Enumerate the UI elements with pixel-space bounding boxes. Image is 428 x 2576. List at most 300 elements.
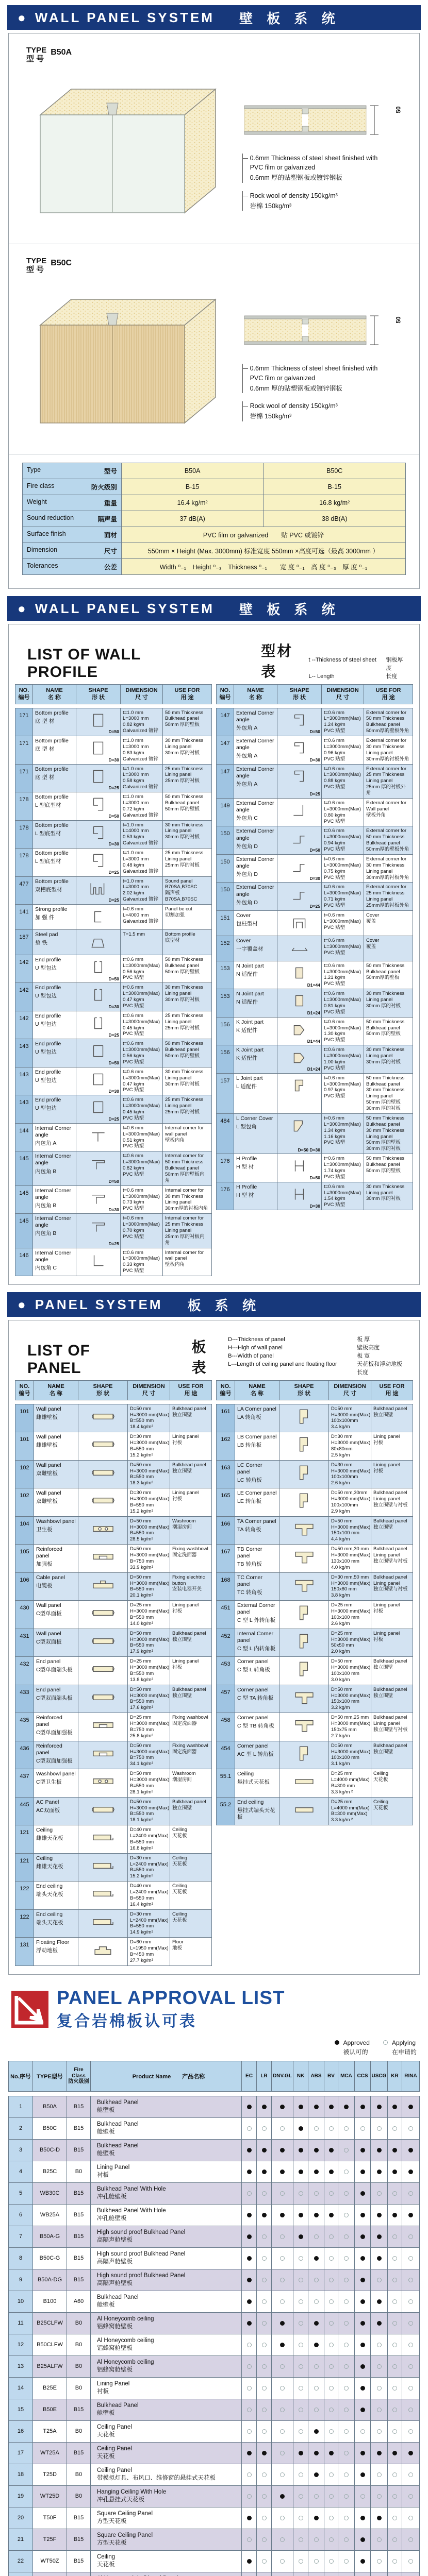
approval-row-fireclass: B15	[67, 2183, 91, 2205]
approval-mark-uscg	[371, 2313, 388, 2334]
shape-size-label: D=30	[309, 875, 320, 881]
approval-row-fireclass: B15	[67, 2248, 91, 2269]
approved-dot-icon	[329, 2105, 334, 2109]
row-use: Bulkhead panel 独立围壁	[373, 1658, 407, 1671]
row-dimension: D=50 mm,30 mm H=3000 mm(Max) 130x100 mm 4.0 kg/m	[329, 1545, 371, 1572]
approved-dot-icon	[360, 2213, 365, 2217]
approval-row-product: Ceiling Panel 天花板	[91, 2443, 242, 2464]
applying-dot-icon	[299, 2559, 303, 2564]
row-dimension: D=25 mm H=3000 mm(Max) B=550 mm 13.8 kg/m²	[128, 1657, 170, 1685]
column-header: SHAPE 形 状	[76, 685, 121, 704]
approval-header-class-mca: MCA	[338, 2061, 355, 2091]
approval-row-fireclass: B0	[67, 2334, 91, 2356]
profile-shape-icon	[87, 1435, 119, 1453]
profile-shape-icon	[288, 1716, 320, 1734]
spec-label	[23, 559, 122, 575]
row-name: Corner panel C 型 TA 转角板	[235, 1685, 279, 1713]
shape-diagram	[76, 1011, 121, 1039]
approval-mark-lr	[257, 2269, 272, 2291]
approval-mark-lr	[257, 2096, 272, 2118]
table-row	[15, 1039, 211, 1067]
table-row	[217, 799, 413, 827]
profile-shape-icon	[288, 1463, 320, 1482]
profile-shape-icon	[83, 1251, 114, 1269]
approval-mark-dnvgl	[272, 2529, 293, 2551]
applying-dot-icon	[392, 2364, 397, 2369]
approval-mark-bv	[324, 2183, 338, 2205]
shape-diagram	[78, 1657, 128, 1685]
applying-dot-icon	[329, 2364, 334, 2369]
approval-mark-uscg	[371, 2183, 388, 2205]
approval-mark-ccs	[355, 2572, 371, 2576]
row-use: Bulkhead panel 独立围壁	[373, 1405, 407, 1418]
row-number: 457	[217, 1685, 235, 1713]
profile-shape-icon	[83, 1216, 114, 1235]
approval-mark-ec	[242, 2572, 257, 2576]
approval-row-number: 4	[9, 2161, 33, 2183]
applying-dot-icon	[262, 2234, 267, 2239]
row-number: 458	[217, 1713, 235, 1741]
shape-diagram	[277, 1114, 322, 1154]
shape-size-label: D=30	[309, 757, 320, 762]
shape-diagram	[78, 1854, 128, 1882]
approval-mark-nk	[293, 2378, 308, 2399]
row-use: Sound panel B70SA,B70SC 隔声板 B70SA,B70SC	[165, 878, 197, 903]
approval-mark-bv	[324, 2291, 338, 2313]
spec-row	[23, 511, 406, 527]
applying-dot-icon	[344, 2364, 349, 2369]
profile-shape-icon	[83, 879, 114, 898]
approval-mark-abs	[308, 2248, 324, 2269]
approval-mark-nk	[293, 2161, 308, 2183]
approved-dot-icon	[262, 2213, 267, 2217]
approval-mark-abs	[308, 2529, 324, 2551]
row-number: 145	[15, 1214, 33, 1247]
table-row	[15, 1517, 211, 1545]
row-use: 50 mm Thickness Bulkhead panel 30 mm Thickness Lining panel 50mm 厚的壁板 30mm 厚的衬板	[366, 1075, 405, 1112]
row-use: External corner for Wall panel 壁板外角	[366, 800, 407, 818]
approval-row-type: T25A	[33, 2421, 67, 2443]
approval-mark-ec	[242, 2507, 257, 2529]
approval-mark-kr	[388, 2291, 402, 2313]
applying-dot-icon	[329, 2234, 334, 2239]
spec-row	[23, 495, 406, 511]
applying-dot-icon	[392, 2256, 397, 2261]
table-row	[217, 961, 413, 990]
applying-dot-icon	[408, 2191, 413, 2196]
approval-mark-bv	[324, 2140, 338, 2161]
approval-mark-abs	[308, 2183, 324, 2205]
approval-row-number: 5	[9, 2183, 33, 2205]
table-row	[217, 1601, 413, 1629]
row-name: LA Corner panel LA 转角板	[235, 1404, 279, 1432]
row-dimension: D=50 mm H=3000 mm(Max) 150x100 mm 3.2 kg/m	[329, 1685, 371, 1713]
row-name: External Corner angle 外包角 A	[234, 708, 277, 736]
approval-row-product: Square Ceiling Panel 方型天花板	[91, 2529, 242, 2551]
approval-header-class-dnvgl: DNV.GL	[272, 2061, 293, 2091]
shape-diagram	[76, 765, 121, 792]
approval-row-type: B50C-D	[33, 2140, 67, 2161]
row-number: 178	[15, 821, 33, 849]
approval-mark-uscg	[371, 2378, 388, 2399]
row-number: 121	[15, 1854, 34, 1882]
row-name: N Joint part N 适配件	[234, 961, 277, 989]
shape-diagram	[279, 1545, 329, 1572]
profile-shape-icon	[83, 795, 114, 814]
shape-size-label: D1=24	[307, 1066, 320, 1072]
approved-dot-icon	[360, 2170, 365, 2174]
spec-label-en: Fire class	[27, 482, 55, 489]
shape-diagram	[78, 1629, 128, 1657]
row-use: Fixing washbowl 固定洗面器	[172, 1546, 208, 1558]
shape-diagram	[78, 1741, 128, 1769]
row-name: Internal Corner angle 内包角 B	[33, 1186, 76, 1214]
approved-dot-icon	[360, 2559, 365, 2564]
applying-dot-icon	[344, 2213, 349, 2217]
approved-dot-icon	[377, 2148, 382, 2153]
row-dimension: t=1.0 mm L=3000 mm 0.58 kg/m Galvanized 镀锌	[121, 765, 163, 792]
shape-diagram	[277, 1018, 322, 1045]
approval-mark-ec	[242, 2313, 257, 2334]
approval-row-number: 8	[9, 2248, 33, 2269]
type-b50c-block	[9, 244, 419, 454]
shape-diagram	[78, 1769, 128, 1797]
row-dimension: D=50 mm H=3000 mm(Max) B=550 mm 28.1 kg/m²	[128, 1769, 170, 1797]
approval-mark-rina	[402, 2399, 419, 2421]
profile-shape-icon	[288, 1632, 320, 1650]
profile-shape-icon	[284, 1020, 316, 1039]
approval-row-fireclass: B15	[67, 2529, 91, 2551]
profile-shape-icon	[87, 1716, 119, 1734]
table-row	[217, 1114, 413, 1154]
profile-shape-icon	[87, 1603, 119, 1622]
approval-mark-ccs	[355, 2399, 371, 2421]
shape-diagram	[279, 1657, 329, 1685]
applying-dot-icon	[314, 2386, 319, 2391]
approval-mark-bv	[324, 2572, 338, 2576]
spec-row	[23, 543, 406, 559]
row-name: End ceiling 端头天花板	[34, 1910, 78, 1938]
approval-mark-mca	[338, 2507, 355, 2529]
section-header-wall-panel-1	[7, 5, 421, 30]
profile-shape-icon	[288, 1435, 320, 1453]
approval-mark-dnvgl	[272, 2334, 293, 2356]
approval-row-fireclass: B15	[67, 2507, 91, 2529]
row-number: 143	[15, 1039, 33, 1067]
approval-mark-uscg	[371, 2226, 388, 2248]
spec-label	[23, 479, 122, 495]
applying-dot-icon	[262, 2494, 267, 2499]
table-row	[217, 765, 413, 799]
approval-mark-abs	[308, 2507, 324, 2529]
section-title-zh: 壁 板 系 统	[239, 601, 340, 617]
row-use: Bulkhead panel 独立围壁	[373, 1742, 407, 1755]
row-dimension: t=0.6 mm L=3000mm(Max) 1.00 kg/m PVC 贴塑	[322, 1045, 364, 1073]
profile-shape-icon	[284, 829, 316, 848]
approved-dot-icon	[247, 2234, 252, 2239]
approval-row-fireclass: B0	[67, 2313, 91, 2334]
approved-dot-icon	[314, 2472, 319, 2477]
applying-dot-icon	[377, 2559, 382, 2564]
approval-mark-uscg	[371, 2096, 388, 2118]
approval-mark-dnvgl	[272, 2140, 293, 2161]
applying-dot-icon	[408, 2494, 413, 2499]
applying-dot-icon	[314, 2191, 319, 2196]
spec-label-zh: 尺寸	[104, 548, 117, 555]
approval-mark-mca	[338, 2421, 355, 2443]
panel-list-title-en: LIST OF PANEL	[27, 1342, 90, 1377]
approval-row-type: B25ALFW	[33, 2356, 67, 2378]
applying-dot-icon	[392, 2429, 397, 2434]
approved-dot-icon	[299, 2148, 303, 2153]
row-name: External Corner angle 外包角 A	[234, 765, 277, 798]
table-row	[217, 1517, 413, 1545]
approval-mark-kr	[388, 2378, 402, 2399]
applying-dot-icon	[392, 2278, 397, 2282]
approval-mark-nk	[293, 2551, 308, 2572]
approval-row-fireclass: B15	[67, 2399, 91, 2421]
table-row	[217, 1018, 413, 1046]
column-header: DIMENSION 尺 寸	[121, 685, 163, 704]
type-code-b50a: B50A	[51, 48, 72, 57]
approval-mark-ec	[242, 2118, 257, 2140]
row-number: 171	[15, 736, 33, 764]
applying-dot-icon	[247, 2408, 252, 2412]
applying-dot-icon	[408, 2364, 413, 2369]
row-number: 454	[217, 1741, 235, 1769]
applying-dot-icon	[262, 2429, 267, 2434]
row-name: Wall panel 双雌壁板	[34, 1488, 78, 1516]
shape-size-label: D=25	[108, 869, 119, 875]
approval-mark-mca	[338, 2464, 355, 2486]
approval-mark-dnvgl	[272, 2378, 293, 2399]
approval-mark-dnvgl	[272, 2118, 293, 2140]
approval-row-fireclass: B0	[67, 2378, 91, 2399]
legend-item: t --Thickness of steel sheet 钢板厚度	[308, 657, 403, 672]
profile-shape-icon	[288, 1491, 320, 1510]
row-use: 50 mm Thickness Bulkhead panel 50mm 厚的壁板	[366, 1019, 405, 1037]
approval-mark-kr	[388, 2183, 402, 2205]
table-row	[217, 936, 413, 961]
applying-dot-icon	[377, 2472, 382, 2477]
table-row	[15, 1629, 211, 1657]
approved-dot-icon	[262, 2451, 267, 2455]
shape-diagram	[277, 1154, 322, 1182]
applying-dot-icon	[344, 2386, 349, 2391]
applying-dot-icon	[280, 2234, 285, 2239]
approval-row-product: Bulkhead Panel 舱壁板	[91, 2118, 242, 2140]
row-use: Bulkhead panel 独立围壁	[172, 1799, 206, 1811]
approved-dot-icon	[247, 2516, 252, 2520]
applying-dot-icon	[392, 2191, 397, 2196]
row-dimension: D=25 mm L=4000 mm(Max) B=300 mm 3.3 kg/m ²	[329, 1769, 371, 1797]
approval-mark-kr	[388, 2118, 402, 2140]
spec-label-en: Type	[27, 466, 41, 473]
row-use: Lining panel 衬板	[172, 1434, 199, 1446]
table-row	[217, 1045, 413, 1074]
approval-row-product: Al Honeycomb ceiling 铝蜂窝舱壁板	[91, 2334, 242, 2356]
approval-section	[8, 1988, 420, 2576]
row-dimension: t=0.6 mm L=3000mm(Max) 0.56 kg/m PVC 贴塑	[121, 955, 163, 983]
spec-value: 550mm × Height (Max. 3000mm) 标准宽度 550mm ×高度可选（最高 3000mm ）	[121, 543, 405, 559]
approval-header-product: Product Name 产品名称	[91, 2061, 242, 2091]
row-use: Internal corner for 50 mm Thickness Bulkhead panel 50mm 厚的壁板内角	[165, 1153, 205, 1183]
row-use: 25 mm Thickness Lining panel 25mm 厚的衬板	[165, 1012, 204, 1031]
applying-dot-icon	[408, 2537, 413, 2542]
approval-mark-ccs	[355, 2096, 371, 2118]
applying-dot-icon	[314, 2126, 319, 2131]
spec-value: PVC film or galvanized 贴 PVC 或镀锌	[121, 527, 405, 543]
approval-row-number: 14	[9, 2378, 33, 2399]
approval-row-product: Lining Panel 衬板	[91, 2378, 242, 2399]
approval-mark-nk	[293, 2464, 308, 2486]
spec-label-zh: 面材	[104, 532, 117, 539]
approval-mark-abs	[308, 2334, 324, 2356]
profile-shape-icon	[83, 739, 114, 757]
approved-dot-icon	[280, 2343, 285, 2347]
shape-diagram	[279, 1461, 329, 1488]
approval-mark-dnvgl	[272, 2572, 293, 2576]
shape-size-label: D=50	[108, 1179, 119, 1184]
approval-mark-mca	[338, 2443, 355, 2464]
spec-value: B50A	[121, 463, 264, 479]
approval-mark-bv	[324, 2507, 338, 2529]
approved-dot-icon	[344, 2105, 349, 2109]
spec-value: 38 dB(A)	[264, 511, 406, 527]
table-row	[15, 792, 211, 821]
row-name: Wall panel 双雌壁板	[34, 1461, 78, 1488]
approval-mark-mca	[338, 2291, 355, 2313]
row-number: 121	[15, 1825, 34, 1853]
spec-value: B-15	[121, 479, 264, 495]
shape-size-label: D=25	[108, 1241, 119, 1246]
row-dimension: D=50 mm H=3000 mm(Max) B=550 mm 17.9 kg/m²	[128, 1629, 170, 1657]
applying-dot-icon	[392, 2494, 397, 2499]
approval-mark-ec	[242, 2486, 257, 2507]
approval-mark-ec	[242, 2205, 257, 2226]
row-dimension: t=0.6 mm L=3000mm(Max) 1.54 kg/m PVC 贴塑	[322, 1182, 364, 1210]
approved-dot-icon	[247, 2278, 252, 2282]
table-row	[217, 1461, 413, 1489]
row-number: 153	[217, 989, 234, 1017]
row-number: 167	[217, 1545, 235, 1572]
profile-shape-icon	[83, 851, 114, 870]
row-number: 151	[217, 911, 234, 936]
approval-mark-abs	[308, 2291, 324, 2313]
panel-table-header	[15, 1380, 212, 1400]
shape-size-label: D=25	[108, 1116, 119, 1122]
applying-dot-icon	[247, 2429, 252, 2434]
approval-mark-dnvgl	[272, 2096, 293, 2118]
applying-dot-icon	[344, 2126, 349, 2131]
shape-diagram	[76, 1151, 121, 1185]
approval-mark-nk	[293, 2226, 308, 2248]
shape-diagram	[76, 1124, 121, 1151]
row-number: 150	[217, 855, 234, 883]
approval-mark-kr	[388, 2140, 402, 2161]
approval-title-zh: 复合岩棉板认可表	[57, 2012, 197, 2030]
approval-mark-dnvgl	[272, 2507, 293, 2529]
column-header: DIMENSION 尺 寸	[329, 1381, 371, 1400]
approval-mark-mca	[338, 2248, 355, 2269]
table-row	[217, 826, 413, 855]
approval-row-type: B50C-G	[33, 2248, 67, 2269]
approval-mark-dnvgl	[272, 2161, 293, 2183]
approval-row-type: B25E	[33, 2378, 67, 2399]
type-label-b50c	[26, 257, 411, 275]
applying-dot-icon	[262, 2537, 267, 2542]
shape-diagram	[277, 883, 322, 910]
row-use: Internal corner for wall panel 壁板内角	[165, 1249, 204, 1268]
applying-dot-icon	[344, 2148, 349, 2153]
legend-item: H---High of wall panel 壁板高度	[228, 1345, 380, 1351]
approved-dot-icon	[299, 2126, 303, 2131]
table-row	[217, 1404, 413, 1433]
row-number: 187	[15, 930, 33, 955]
row-name: Internal Corner angle 内包角 A	[33, 1124, 76, 1151]
row-name: Floating Floor 浮动地板	[34, 1938, 78, 1965]
approved-dot-icon	[280, 2148, 285, 2153]
approval-row-fireclass: B0	[67, 2464, 91, 2486]
row-dimension: D=50 mm H=3000 mm(Max) 150x100 mm 4.4 kg/m	[329, 1517, 371, 1545]
approval-mark-dnvgl	[272, 2269, 293, 2291]
row-number: 101	[15, 1404, 34, 1432]
column-header: SHAPE 形 状	[78, 1381, 128, 1400]
row-use: Bulkhead panel 独立围壁	[373, 1686, 407, 1699]
table-row	[217, 1713, 413, 1741]
approval-row-type: T25F	[33, 2529, 67, 2551]
profile-shape-icon	[284, 857, 316, 876]
approval-mark-ccs	[355, 2421, 371, 2443]
profile-shape-icon	[288, 1688, 320, 1706]
row-use: Ceiling 天花板	[373, 1771, 389, 1783]
shape-size-label: D=25	[309, 904, 320, 909]
shape-diagram	[76, 1039, 121, 1067]
legend-item: L-- Length 长度	[308, 673, 398, 680]
applying-dot-icon	[408, 2472, 413, 2477]
row-name: External Corner angle 外包角 D	[234, 855, 277, 883]
approval-mark-nk	[293, 2572, 308, 2576]
applying-dot-icon	[344, 2429, 349, 2434]
row-use: 50 mm Thickness Bulkhead panel 50mm 厚的壁板	[165, 794, 204, 812]
applying-dot-icon	[299, 2537, 303, 2542]
row-use: 30 mm Thickness Lining panel 30mm 厚的衬板	[165, 1069, 204, 1087]
row-number: 171	[15, 708, 33, 736]
column-header: NAME 名 称	[33, 685, 76, 704]
applying-dot-icon	[360, 2126, 365, 2131]
applying-dot-icon	[299, 2364, 303, 2369]
applying-dot-icon	[314, 2408, 319, 2412]
row-name: Bottom profile 底 型 材	[33, 708, 76, 736]
approval-mark-rina	[402, 2096, 419, 2118]
applying-dot-icon	[299, 2516, 303, 2520]
approval-mark-kr	[388, 2161, 402, 2183]
row-dimension: t=0.6 mm L=3000mm(Max) 1.74 kg/m PVC 贴塑	[322, 1154, 364, 1182]
approval-row-type: B50E	[33, 2399, 67, 2421]
row-dimension: D=50 mm H=3000 mm(Max) B=750 mm 34.1 kg/m²	[128, 1741, 170, 1769]
row-use: External corner for 25 mm Thickness Lining panel 25mm 厚的衬板外角	[366, 766, 407, 796]
approval-mark-bv	[324, 2269, 338, 2291]
row-dimension: t=0.6 mm L=3000mm(Max) 0.80 kg/m PVC 贴塑	[322, 799, 364, 826]
column-header: NAME 名 称	[34, 1381, 78, 1400]
approved-dot-icon	[377, 2299, 382, 2304]
approval-mark-kr	[388, 2551, 402, 2572]
row-number: 165	[217, 1488, 235, 1516]
column-header: NAME 名 称	[235, 1381, 279, 1400]
applying-dot-icon	[262, 2559, 267, 2564]
approval-mark-uscg	[371, 2486, 388, 2507]
spec-row	[23, 559, 406, 575]
